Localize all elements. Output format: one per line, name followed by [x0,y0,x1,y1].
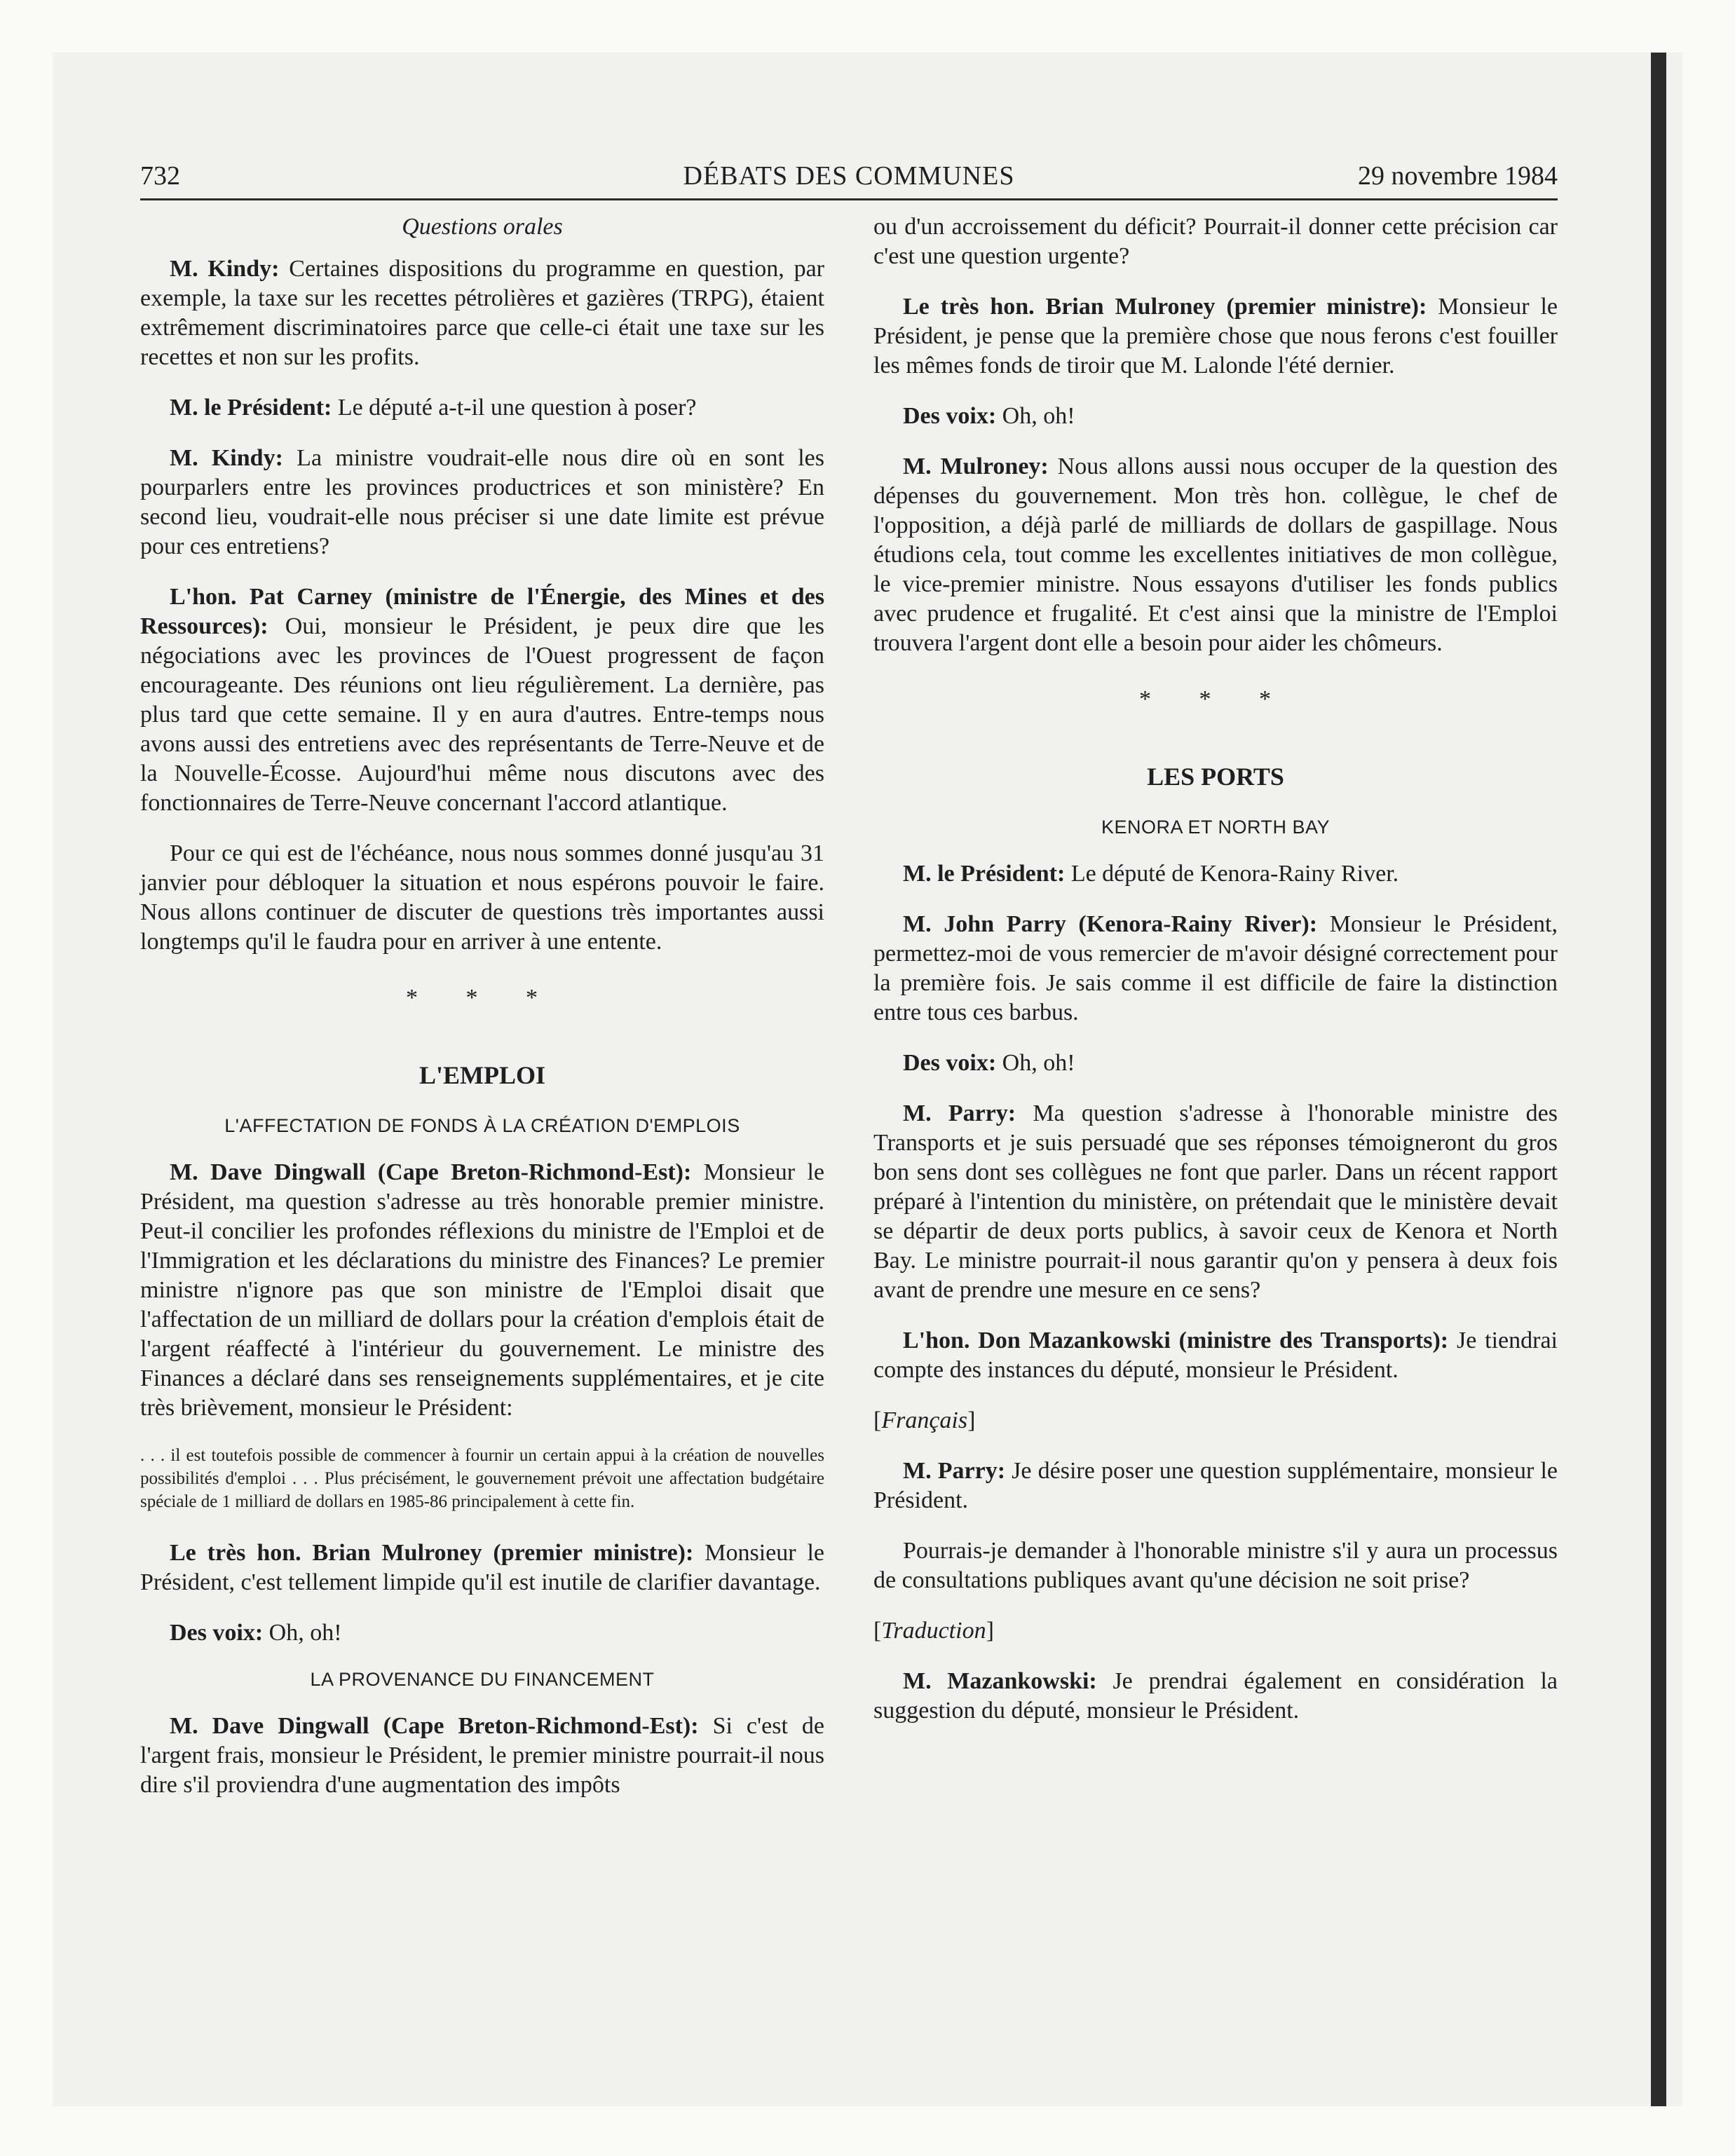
language-note: [Traduction] [873,1618,994,1644]
topic-subheading: KENORA ET NORTH BAY [1101,817,1331,838]
speech-text: Nous allons aussi nous occuper de la question des dépenses du gouvernement. Mon très hon. collègue, le chef de l'opposition, a déjà parlé de milliards de dollars de gaspillage. Nous étudions cela, tout comme les excellentes initiatives de mon collègue, le vice-premier ministre. Nous essayons d'utiliser les fonds publics avec prudence et frugalité. Et c'est ainsi que la ministre de l'Emploi trouvera l'argent dont elle a besoin pour aider les chômeurs. [873,453,1558,656]
speaker-name: M. le Président: [903,861,1066,887]
speaker-name: M. John Parry (Kenora-Rainy River): [903,911,1318,937]
topic-heading: L'EMPLOI [419,1061,546,1089]
paragraph [873,1049,1558,1078]
paragraph [873,1456,1558,1515]
paragraph [873,292,1558,381]
speaker-name: Des voix: [170,1620,264,1646]
paragraph [873,452,1558,658]
speech-text: Monsieur le Président, ma question s'adresse au très honorable premier ministre. Peut-il concilier les profondes réflexions du ministre de l'Emploi et de l'Immigration et les déclarations du ministre des Finances? Le premier ministre n'ignore pas que son ministre de l'Emploi disait que l'affectation de un milliard de dollars pour la création d'emplois était de l'argent réaffecté à l'intérieur du gouvernement. Le ministre des Finances a déclaré dans ses renseignements supplémentaires, et je cite très brièvement, monsieur le Président: [140,1159,824,1421]
paragraph [140,582,824,818]
topic-subheading: LA PROVENANCE DU FINANCEMENT [310,1669,655,1690]
left-column [140,212,824,1821]
paragraph [140,1618,824,1648]
paragraph [140,1158,824,1423]
speaker-name: M. Dave Dingwall (Cape Breton-Richmond-Est): [170,1713,699,1739]
speaker-name: Des voix: [903,403,997,429]
paragraph [873,212,1558,271]
speaker-name: Le très hon. Brian Mulroney (premier ministre): [170,1540,694,1566]
section-title: Questions orales [402,214,563,240]
right-column [873,212,1558,1747]
speech-text: Oui, monsieur le Président, je peux dire que les négociations avec les provinces de l'Ouest progressent de façon encourageante. Des réunions ont lieu régulièrement. La dernière, pas plus tard que cette semaine. Il y en aura d'autres. Entre-temps nous avons aussi des entretiens avec des représentants de Terre-Neuve et de la Nouvelle-Écosse. Aujourd'hui même nous discutons avec des fonctionnaires de Terre-Neuve concernant l'accord atlantique. [140,613,824,816]
speech-text: Je désire poser une question supplémentaire, monsieur le Président. [873,1458,1558,1513]
paragraph [140,1538,824,1597]
paragraph [140,444,824,561]
speaker-name: M. Mulroney: [903,453,1049,479]
scan-edge-bar [1651,53,1666,2106]
speaker-name: L'hon. Don Mazankowski (ministre des Transports): [903,1328,1449,1353]
paragraph [873,1667,1558,1726]
paragraph [873,859,1558,889]
publication-date: 29 novembre 1984 [1358,161,1558,191]
language-note-text: Traduction [881,1618,986,1644]
document-page [140,158,1558,1798]
speech-text: Le député a-t-il une question à poser? [332,395,697,421]
speech-text: Je prendrai également en considération la suggestion du député, monsieur le Président. [873,1668,1558,1724]
topic-subheading: L'AFFECTATION DE FONDS À LA CRÉATION D'EMPLOIS [224,1115,740,1136]
paragraph [140,393,824,423]
paragraph [140,839,824,957]
speech-text: Pour ce qui est de l'échéance, nous nous sommes donné jusqu'au 31 janvier pour débloquer la situation et nous espérons pouvoir le faire. Nous allons continuer de discuter de questions très importantes aussi longtemps qu'il le faudra pour en arriver à une entente. [140,840,824,955]
speaker-name: M. Parry: [903,1458,1006,1484]
language-note: [Français] [873,1407,976,1433]
speech-text: Certaines dispositions du programme en question, par exemple, la taxe sur les recettes pétrolières et gazières (TRPG), étaient extrêmement discriminatoires parce que celle-ci était une taxe sur les recettes et non sur les profits. [140,256,824,370]
speaker-name: Le très hon. Brian Mulroney (premier ministre): [903,294,1427,320]
speech-text: Oh, oh! [996,403,1075,429]
section-divider-stars: * * * [406,985,559,1011]
paragraph [140,254,824,372]
publication-title: DÉBATS DES COMMUNES [683,161,1015,191]
paragraph [873,910,1558,1028]
topic-heading: LES PORTS [1147,763,1284,791]
speech-text: Si c'est de l'argent frais, monsieur le Président, le premier ministre pourrait-il nous dire s'il proviendra d'une augmentation des impôts [140,1713,824,1798]
speech-text: Ma question s'adresse à l'honorable ministre des Transports et je suis persuadé que ses réponses témoigneront du gros bon sens dont ses collègues ne font que parler. Dans un récent rapport préparé à l'intention du ministère, on prétendait que le ministère devait se départir de deux ports publics, à savoir ceux de Kenora et North Bay. Le ministre pourrait-il nous garantir qu'on y pensera à deux fois avant de prendre une mesure en ce sens? [873,1100,1558,1303]
speaker-name: M. Kindy: [170,445,283,471]
paragraph [873,1326,1558,1385]
block-quote: . . . il est toutefois possible de commencer à fournir un certain appui à la création de nouvelles possibilités d'emploi . . . Plus précisément, le gouvernement prévoit une affectation budgétaire spéciale de 1 milliard de dollars en 1985-86 principalement à cette fin. [140,1446,824,1511]
paragraph [873,1536,1558,1595]
speaker-name: Des voix: [903,1050,997,1076]
speech-text: La ministre voudrait-elle nous dire où en sont les pourparlers entre les provinces productrices et son ministère? En second lieu, voudrait-elle nous préciser si une date limite est prévue pour ces entretiens? [140,445,825,559]
speech-text: Monsieur le Président, c'est tellement limpide qu'il est inutile de clarifier davantage. [140,1540,824,1595]
speaker-name: M. Kindy: [170,256,280,282]
speech-text: Oh, oh! [996,1050,1075,1076]
paragraph [140,1712,824,1800]
speech-text: Monsieur le Président, permettez-moi de vous remercier de m'avoir désigné correctement pour la première fois. Je sais comme il est difficile de faire la distinction entre tous ces barbus. [873,911,1558,1025]
speech-text: Oh, oh! [263,1620,342,1646]
speech-text: ou d'un accroissement du déficit? Pourrait-il donner cette précision car c'est une question urgente? [873,214,1558,269]
section-divider-stars: * * * [1139,686,1292,712]
speech-text: Le député de Kenora-Rainy River. [1065,861,1399,887]
paragraph [873,402,1558,431]
speech-text: Pourrais-je demander à l'honorable ministre s'il y aura un processus de consultations publiques avant qu'une décision ne soit prise? [873,1538,1558,1593]
page-number: 732 [140,161,180,191]
paragraph [873,1099,1558,1305]
running-header [140,158,1558,200]
speaker-name: M. Mazankowski: [903,1668,1097,1694]
speaker-name: M. Dave Dingwall (Cape Breton-Richmond-Est): [170,1159,692,1185]
speech-text: Je tiendrai compte des instances du député, monsieur le Président. [873,1328,1558,1383]
language-note-text: Français [881,1407,968,1433]
speech-text: Monsieur le Président, je pense que la première chose que nous ferons c'est fouiller les mêmes fonds de tiroir que M. Lalonde l'été dernier. [873,294,1558,378]
speaker-name: M. Parry: [903,1100,1016,1126]
speaker-name: L'hon. Pat Carney (ministre de l'Énergie, des Mines et des Ressources): [140,584,824,639]
speaker-name: M. le Président: [170,395,332,421]
